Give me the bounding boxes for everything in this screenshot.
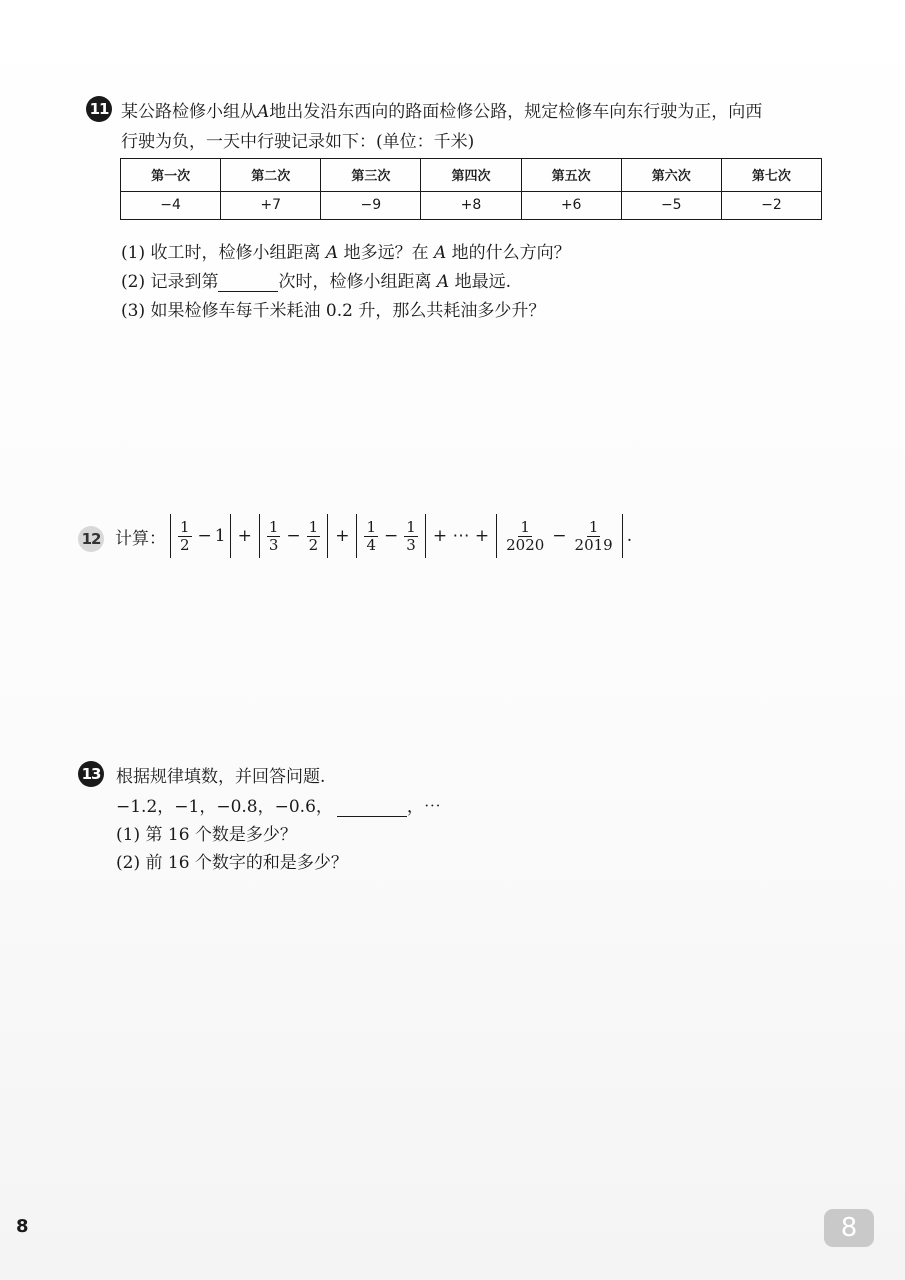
table-header-cell: 第七次 — [721, 159, 821, 192]
table-header-cell: 第一次 — [121, 159, 221, 192]
numerator: 1 — [520, 517, 530, 536]
table-cell: −2 — [721, 191, 821, 219]
fraction — [573, 519, 615, 554]
numerator: 1 — [180, 517, 190, 536]
fraction — [267, 519, 281, 554]
numerator: 1 — [268, 517, 279, 536]
plus-sign: + — [237, 526, 252, 546]
q11-text: (2) 记录到第 — [121, 272, 219, 292]
q11-text: (1) 收工时，检修小组距离 — [121, 243, 321, 263]
q13-sequence — [116, 792, 441, 817]
point-a-label: A — [325, 243, 339, 263]
ellipsis-sum: + ⋯ + — [432, 526, 490, 546]
q11-text: 某公路检修小组从 — [121, 102, 257, 122]
denominator: 2 — [180, 535, 190, 554]
minus-sign: − — [197, 526, 212, 546]
q13-subquestion-2: (2) 前 16 个数字的和是多少？ — [116, 853, 348, 873]
question-12-badge: 12 — [78, 526, 104, 552]
plus-sign: + — [335, 526, 350, 546]
q13-intro: 根据规律填数，并回答问题. — [116, 767, 326, 787]
q11-text: 地出发沿东西向的路面检修公路，规定检修车向东行驶为正，向西 — [269, 102, 763, 122]
integer-term: 1 — [214, 526, 226, 546]
denominator: 3 — [268, 535, 279, 554]
fraction — [504, 519, 546, 554]
point-a-label: A — [257, 102, 270, 122]
q11-subquestion-2 — [121, 267, 511, 292]
denominator: 3 — [406, 535, 416, 554]
q13-subquestion-1: (1) 第 16 个数是多少？ — [116, 825, 297, 845]
fraction — [307, 519, 321, 554]
minus-sign: − — [552, 526, 567, 546]
q11-text: 地最远. — [454, 272, 511, 292]
q11-text: 地的什么方向？ — [451, 243, 571, 263]
question-11-line-2: 行驶为负，一天中行驶记录如下：(单位：千米) — [121, 132, 475, 152]
question-13-badge: 13 — [78, 761, 104, 787]
table-header-cell: 第四次 — [421, 159, 521, 192]
table-header-row — [121, 159, 822, 192]
minus-sign: − — [384, 526, 399, 546]
q11-text: 次时，检修小组距离 — [278, 272, 432, 292]
question-12-expression — [115, 514, 632, 558]
answer-blank[interactable] — [337, 798, 407, 817]
point-a-label: A — [433, 243, 447, 263]
absolute-value-term — [170, 514, 231, 558]
numerator: 1 — [308, 517, 319, 536]
q11-subquestion-3: (3) 如果检修车每千米耗油 0.2 升，那么共耗油多少升？ — [121, 301, 546, 321]
absolute-value-term — [259, 514, 328, 558]
denominator: 2020 — [506, 535, 545, 554]
table-cell: −4 — [121, 191, 221, 219]
period: . — [626, 526, 633, 546]
table-cell: −9 — [321, 191, 421, 219]
numerator: 1 — [588, 517, 599, 536]
numerator: 1 — [406, 517, 416, 536]
table-header-cell: 第六次 — [621, 159, 721, 192]
sequence-end: ，⋯ — [406, 797, 441, 817]
absolute-value-term — [356, 514, 425, 558]
denominator: 2019 — [574, 535, 613, 554]
absolute-value-term — [496, 514, 623, 558]
table-header-cell: 第五次 — [521, 159, 621, 192]
q11-text: 地多远？在 — [343, 243, 429, 263]
denominator: 4 — [366, 535, 377, 554]
fraction — [404, 519, 418, 554]
q12-label: 计算： — [115, 528, 166, 549]
table-header-cell: 第二次 — [221, 159, 321, 192]
table-cell: +7 — [221, 191, 321, 219]
table-header-cell: 第三次 — [321, 159, 421, 192]
fraction — [178, 519, 192, 554]
minus-sign: − — [286, 526, 301, 546]
table-cell: +6 — [521, 191, 621, 219]
question-11-line-1 — [121, 97, 762, 122]
sequence-values: −1.2，−1，−0.8，−0.6， — [116, 797, 333, 817]
table-cell: +8 — [421, 191, 521, 219]
fraction — [364, 519, 378, 554]
driving-record-table — [120, 158, 822, 220]
question-11-badge: 11 — [86, 96, 112, 122]
page-number-badge: 8 — [824, 1209, 874, 1247]
page-number: 8 — [16, 1216, 29, 1237]
point-a-label: A — [436, 272, 450, 292]
answer-blank[interactable] — [218, 273, 278, 292]
denominator: 2 — [308, 535, 319, 554]
q11-subquestion-1 — [121, 238, 571, 263]
numerator: 1 — [366, 517, 377, 536]
table-cell: −5 — [621, 191, 721, 219]
table-row — [121, 191, 822, 219]
